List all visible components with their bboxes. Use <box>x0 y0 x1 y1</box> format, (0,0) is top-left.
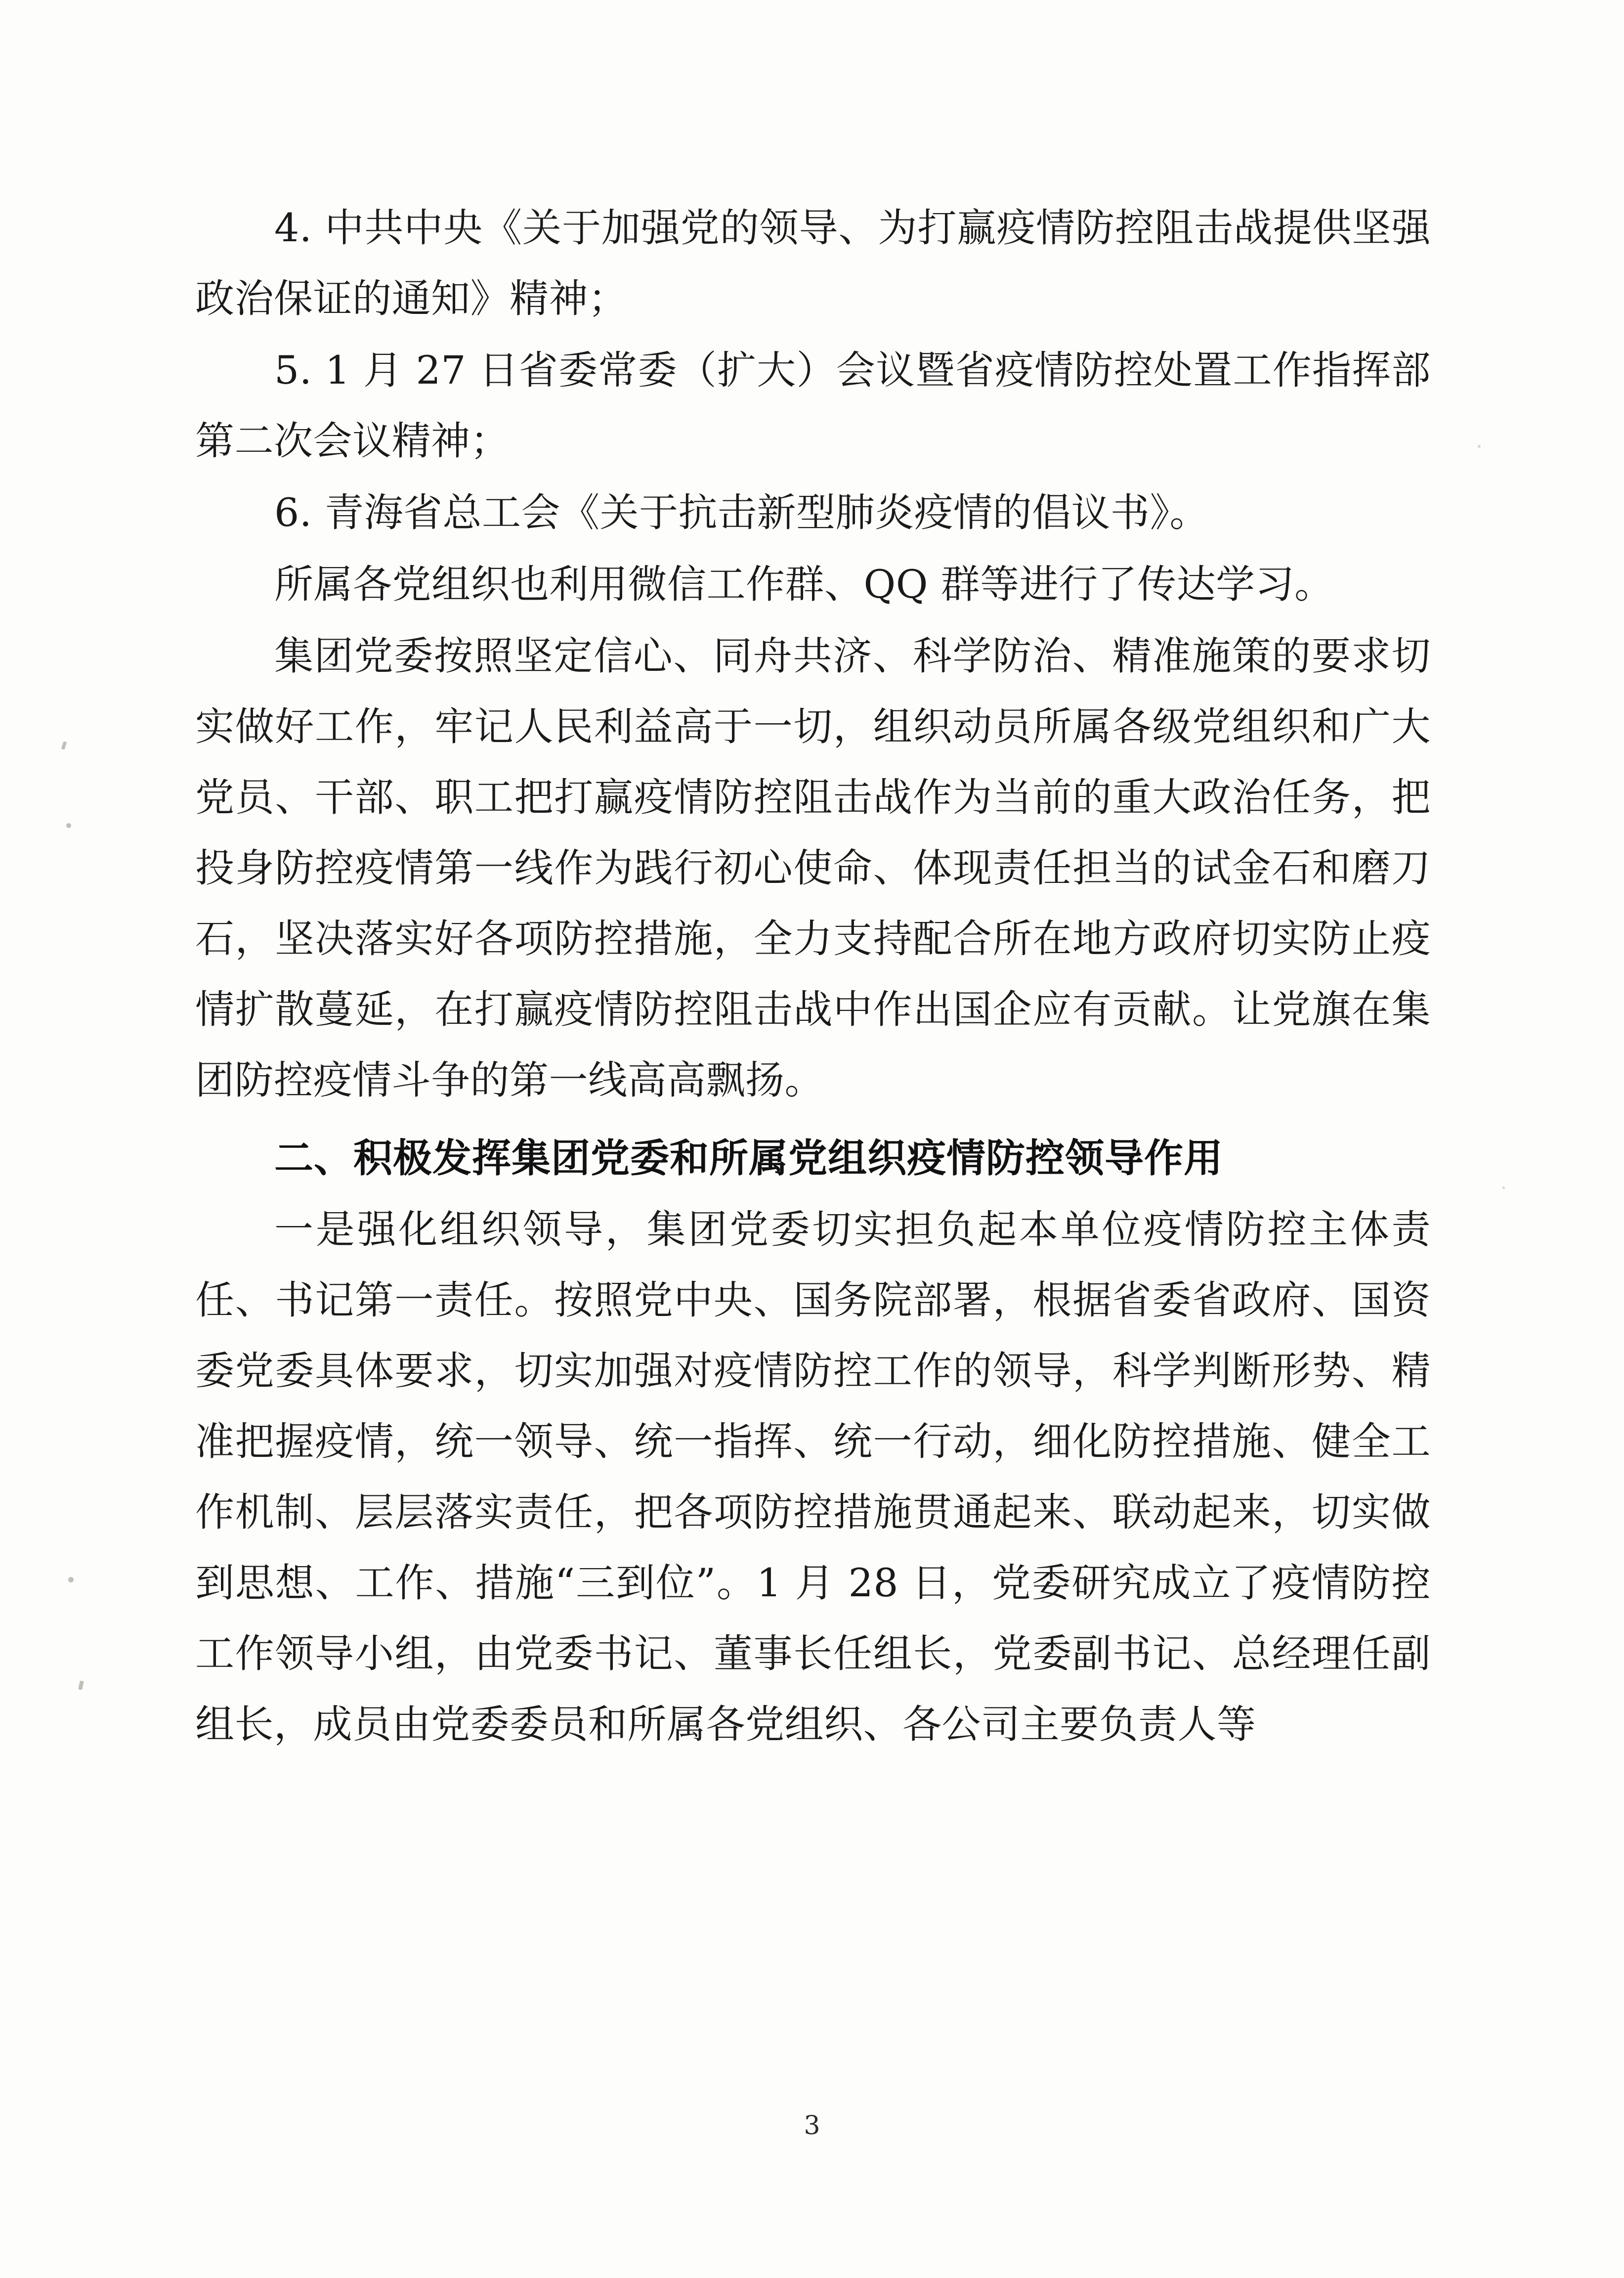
list-item: 4. 中共中央《关于加强党的领导、为打赢疫情防控阻击战提供坚强政治保证的通知》精神； <box>195 205 1431 321</box>
list-item: 5. 1 月 27 日省委常委（扩大）会议暨省疫情防控处置工作指挥部第二次会议精神； <box>195 348 1431 464</box>
page-number: 3 <box>804 2111 820 2141</box>
page-speck-icon <box>1502 1186 1505 1189</box>
page-speck-icon <box>61 741 67 749</box>
page-speck-icon <box>1478 445 1481 448</box>
paragraph: 所属各党组织也利用微信工作群、QQ 群等进行了传达学习。 <box>274 562 1334 607</box>
page-speck-icon <box>78 1680 84 1690</box>
document-body <box>195 193 1431 1761</box>
list-item: 6. 青海省总工会《关于抗击新型肺炎疫情的倡议书》。 <box>274 490 1209 535</box>
section-heading: 二、积极发挥集团党委和所属党组织疫情防控领导作用 <box>274 1135 1223 1181</box>
paragraph: 集团党委按照坚定信心、同舟共济、科学防治、精准施策的要求切实做好工作，牢记人民利益高于一切，组织动员所属各级党组织和广大党员、干部、职工把打赢疫情防控阻击战作为当前的重大政治任务，把投身防控疫情第一线作为践行初心使命、体现责任担当的试金石和磨刀石，坚决落实好各项防控措施，全力支持配合所在地方政府切实防止疫情扩散蔓延，在打赢疫情防控阻击战中作出国企应有贡献。让党旗在集团防控疫情斗争的第一线高高飘扬。 <box>195 633 1431 1103</box>
page-speck-icon <box>68 1577 74 1582</box>
paragraph: 一是强化组织领导，集团党委切实担负起本单位疫情防控主体责任、书记第一责任。按照党中央、国务院部署，根据省委省政府、国资委党委具体要求，切实加强对疫情防控工作的领导，科学判断形势、精准把握疫情，统一领导、统一指挥、统一行动，细化防控措施、健全工作机制、层层落实责任，把各项防控措施贯通起来、联动起来，切实做到思想、工作、措施“三到位”。1 月 28 日，党委研究成立了疫情防控工作领导小组，由党委书记、董事长任组长，党委副书记、总经理任副组长，成员由党委委员和所属各党组织、各公司主要负责人等 <box>195 1207 1431 1747</box>
page-speck-icon <box>66 823 71 828</box>
